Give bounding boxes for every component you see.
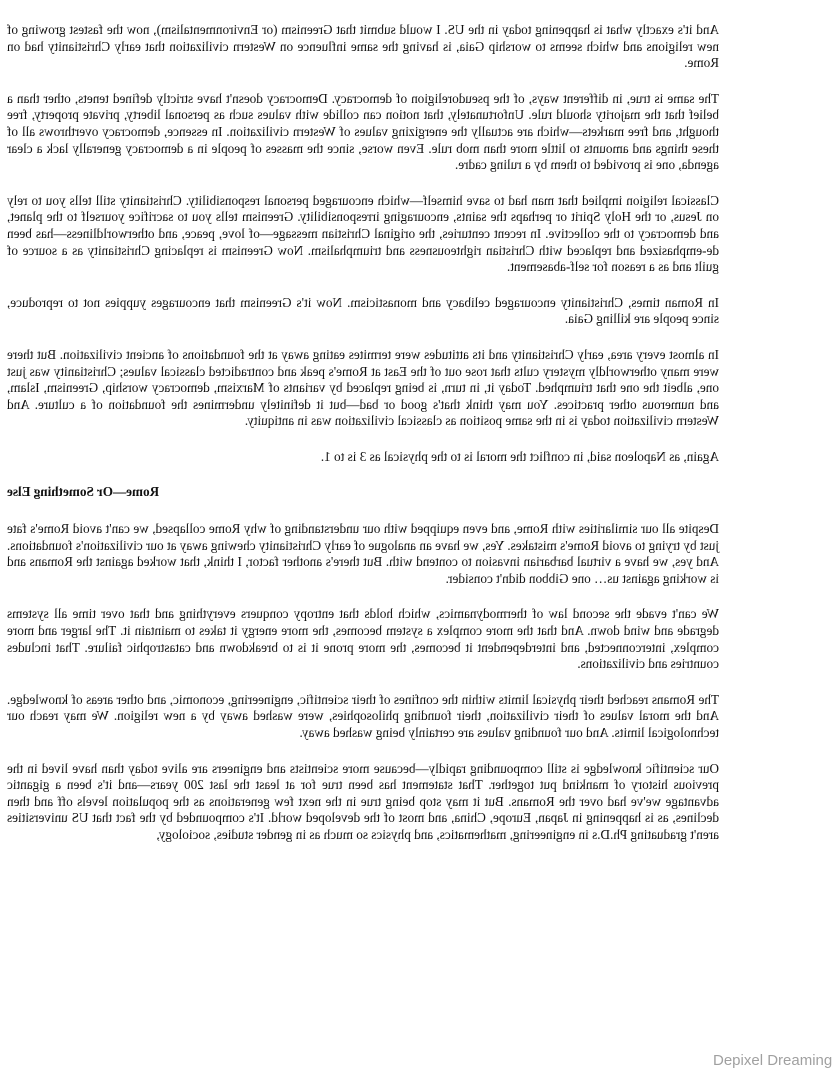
paragraph-thermodynamics: We can't evade the second law of thermodynamics, which holds that entropy conquers everything and that over time all systems degrade and wind down. And that the more complex a system becomes, the more energy it takes to maintain it. The larger and more complex, interconnected, and interdependent it becomes, the more prone it is to breakdown and catastrophic failure. That includes countries and civilizations. (7, 606, 719, 672)
paragraph-scientific-knowledge: Our scientific knowledge is still compounding rapidly—because more scientists and engineers are alive today than have lived in the previous history of mankind put together. That statement has been true for at least the last 200 years—and it's been a gigantic advantage we've had over the Romans. But it may stop being true in the next few generations as the population levels off and then declines, as is happening in Japan, Europe, China, and most of the developed world. It's compounded by the fact that US universities aren't graduating Ph.D.s in engineering, mathematics, and physics so much as in gender studies, sociology, (7, 760, 719, 842)
document-body (7, 22, 719, 863)
paragraph-napoleon: Again, as Napoleon said, in conflict the moral is to the physical as 3 is to 1. (320, 448, 719, 464)
section-heading: Rome—Or Something Else (7, 484, 160, 500)
paragraph-classical-religion: Classical religion implied that man had to save himself—which encouraged personal responsibility. Christianity still tells you to rely on Jesus, or the Holy Spirit or perhaps the saints, encouraging irresponsibility. Greenism tells you to sacrifice yourself to the planet, and democracy to the collective. In recent centuries, the original Christian message—of love, peace, and otherworldliness—has been de-emphasized and replaced with Christian righteousness and triumphalism. Now Greenism is replacing Christianity as a source of guilt and as a reason for self-abasement. (7, 192, 719, 275)
paragraph-democracy: The same is true, in different ways, of the pseudoreligion of democracy. Democracy doesn't have strictly defined tenets, other than a belief that the majority should rule. Unfortunately, that notion can collide with values such as personal liberty, private property, free thought, and free markets—which are actually the energizing values of Western civilization. In essence, democracy overthrows all of these things and amounts to little more than mob rule. Even worse, since the masses of people in a democracy generally lack a clear agenda, one is provided to them by a ruling cadre. (7, 90, 719, 173)
paragraph-termites: In almost every area, early Christianity and its attitudes were termites eating away at the foundations of ancient civilization. But there were many otherworldly mystery cults that rose out of the East at Rome's peak and contradicted classical values; Christianity was just one, albeit the one that triumphed. Today it, in turn, is being replaced by variants of Marxism, democracy worship, Greenism, Islam, and numerous other practices. You may think that's good or bad—but it definitely undermines the foundation of a culture. And Western civilization today is in the same position as classical civilization was in antiquity. (7, 346, 719, 429)
paragraph-greenism-intro: And it's exactly what is happening today in the US. I would submit that Greenism (or Environmentalism), now the fastest growing of new religions and which seems to worship Gaia, is having the same influence on Western civilization that early Christianity had on Rome. (7, 22, 719, 71)
paragraph-physical-limits: The Romans reached their physical limits within the confines of their scientific, engineering, economic, and other areas of knowledge. And the moral values of their civilization, their founding philosophies, were washed away by a new religion. We may reach our technological limits. And our founding values are certainly being washed away. (7, 691, 719, 740)
watermark-text: Depixel Dreaming (713, 1052, 832, 1069)
paragraph-roman-times: In Roman times, Christianity encouraged celibacy and monasticism. Now it's Greenism that encourages yuppies not to reproduce, since people are killing Gaia. (7, 294, 719, 327)
paragraph-rome-similarities: Despite all our similarities with Rome, and even equipped with our understanding of why Rome collapsed, we can't avoid Rome's fate just by trying to avoid Rome's mistakes. Yes, we have an analogue of early Christianity chewing away at our civilization's foundations. And yes, we have a virtual barbarian invasion to contend with. But there's another factor, I think, that worked against the Romans and is working against us… one Gibbon didn't consider. (7, 521, 719, 586)
